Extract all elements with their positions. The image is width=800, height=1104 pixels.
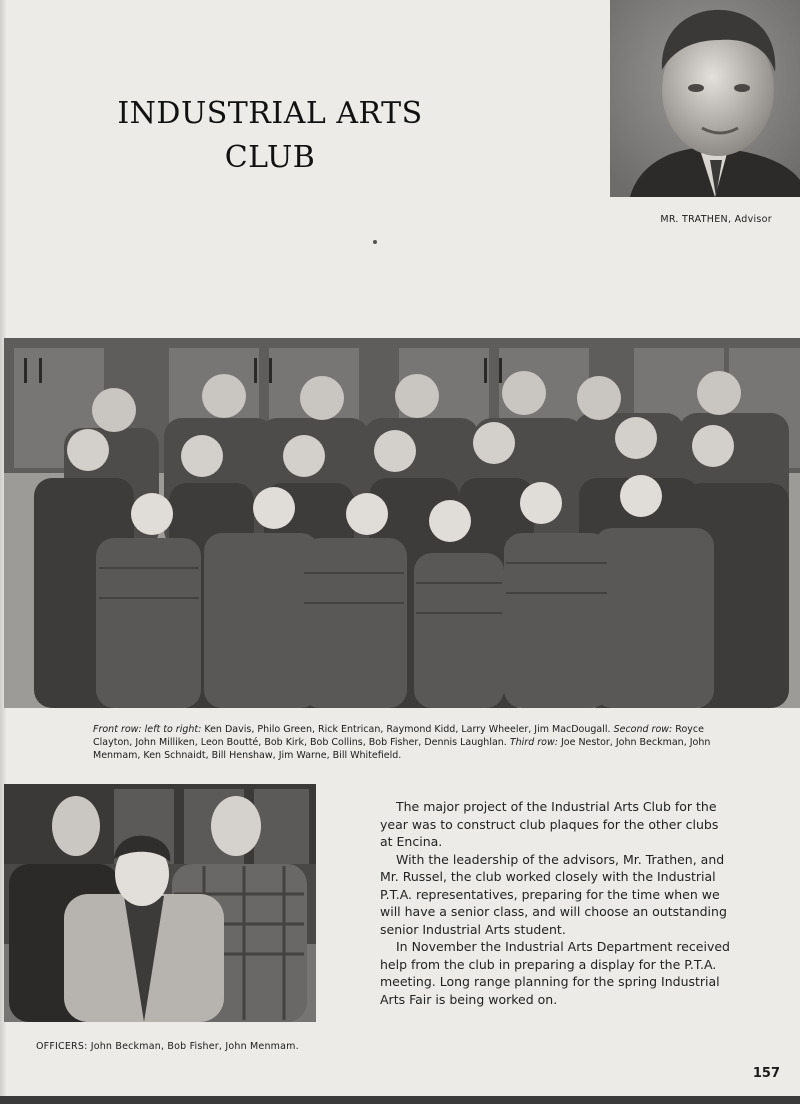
club-group-photo bbox=[4, 338, 800, 708]
page-title bbox=[110, 92, 430, 180]
title-line-1: INDUSTRIAL ARTS bbox=[117, 96, 423, 131]
caption-third-row-names: Joe Nestor, John Beckman, John Menmam, Ken Schnaidt, Bill Henshaw, Jim Warne, Bill Whitefield. bbox=[93, 737, 711, 761]
title-line-2: CLUB bbox=[224, 140, 316, 175]
caption-front-row-label: Front row: left to right: bbox=[93, 724, 202, 735]
description-paragraph-2: With the leadership of the advisors, Mr. Trathen, and Mr. Russel, the club worked closely with the Industrial P.T.A. representatives, preparing for the time when we will have a senior class, and will choose an outstanding senior Industrial Arts student. bbox=[380, 851, 727, 937]
caption-second-row-names: Royce Clayton, John Milliken, Leon Boutté, Bob Kirk, Bob Collins, Bob Fisher, Dennis Laughlan. bbox=[93, 724, 704, 748]
description-paragraph-3: In November the Industrial Arts Department received help from the club in preparing a display for the P.T.A. meeting. Long range planning for the spring Industrial Arts Fair is being worked on. bbox=[380, 939, 730, 1007]
caption-third-row-label: Third row: bbox=[509, 737, 558, 748]
group-photo-caption bbox=[93, 723, 733, 762]
officers-photo bbox=[4, 784, 316, 1022]
club-description bbox=[380, 798, 732, 1008]
description-paragraph-1: The major project of the Industrial Arts Club for the year was to construct club plaques for the other clubs at Encina. bbox=[380, 799, 719, 849]
caption-second-row-label: Second row: bbox=[613, 724, 673, 735]
print-speck bbox=[373, 240, 377, 244]
advisor-caption: MR. TRATHEN, Advisor bbox=[660, 214, 772, 225]
caption-front-row-names: Ken Davis, Philo Green, Rick Entrican, Raymond Kidd, Larry Wheeler, Jim MacDougall. bbox=[201, 724, 614, 735]
advisor-portrait-photo bbox=[610, 0, 800, 197]
page-bottom-edge bbox=[0, 1096, 800, 1104]
officers-caption: OFFICERS: John Beckman, Bob Fisher, John Menmam. bbox=[36, 1041, 299, 1052]
page-number: 157 bbox=[752, 1066, 780, 1081]
